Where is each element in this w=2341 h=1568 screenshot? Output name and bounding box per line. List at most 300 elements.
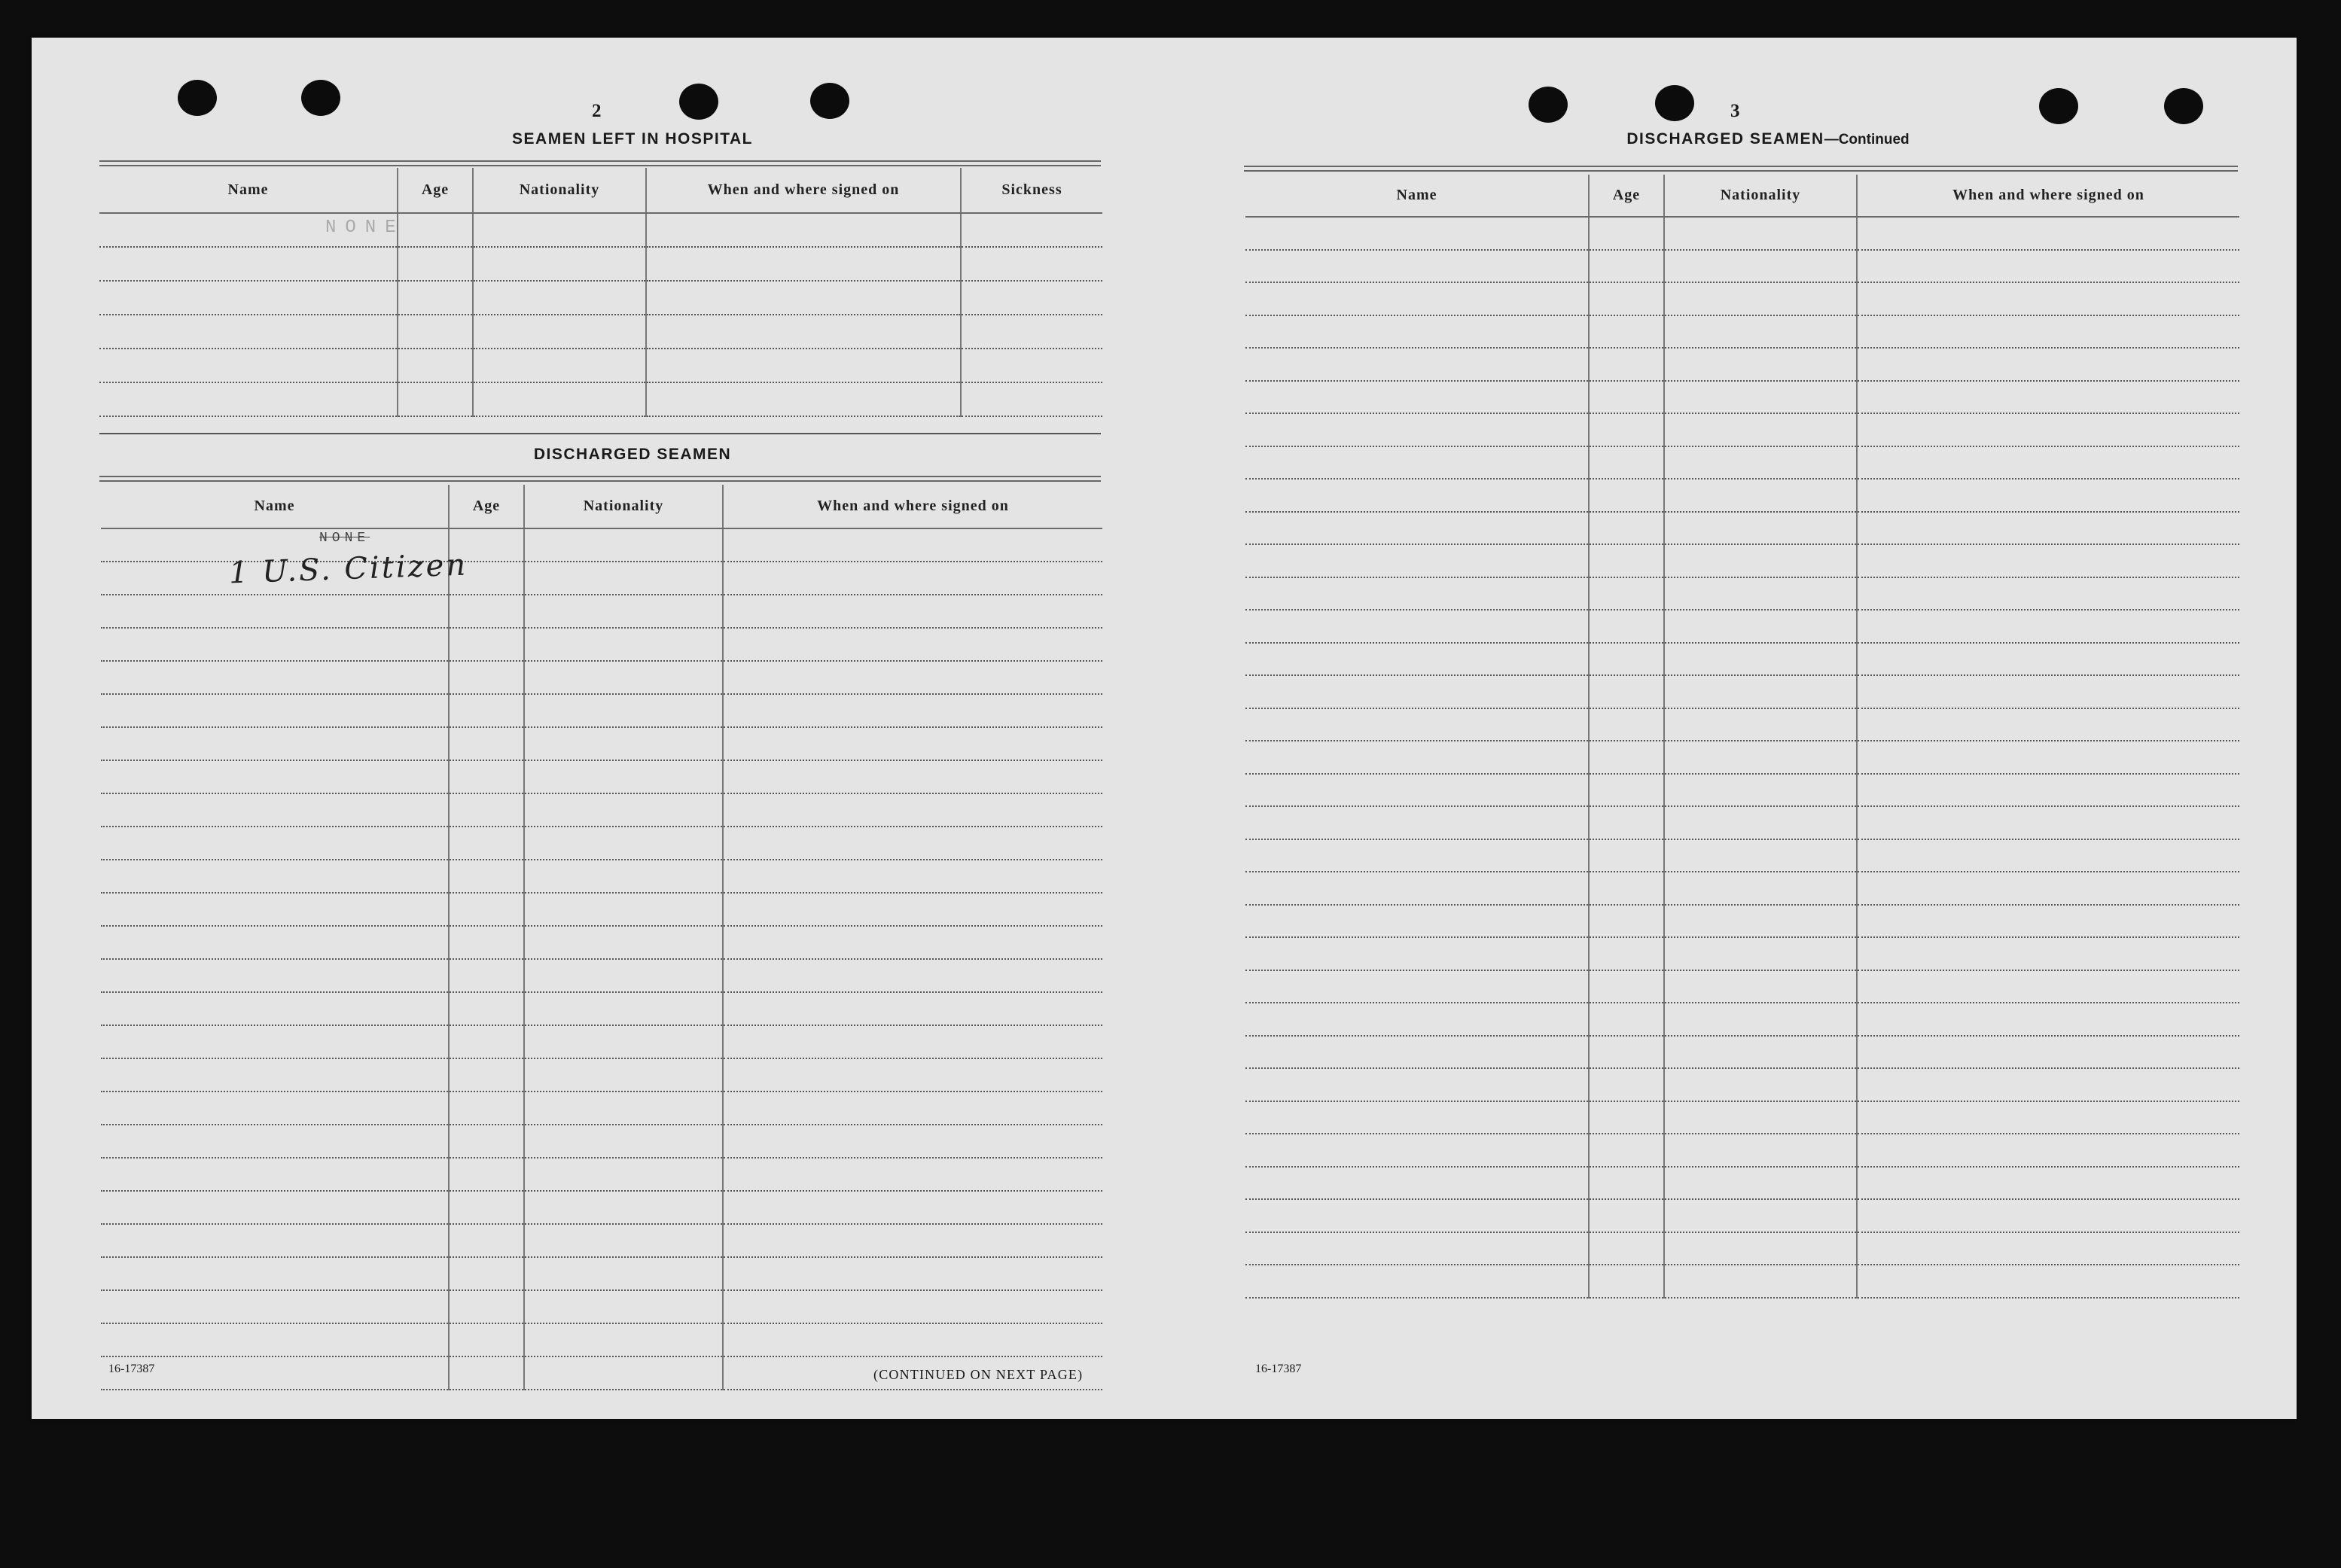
table-cell <box>1857 413 2239 446</box>
table-cell <box>524 1125 723 1158</box>
table-row <box>101 1191 1102 1224</box>
table-row <box>1245 315 2239 349</box>
table-cell <box>1664 348 1857 381</box>
section-title: DISCHARGED SEAMEN <box>1626 130 1824 148</box>
table-cell <box>473 281 646 315</box>
table-cell <box>961 315 1102 349</box>
table-row <box>1245 774 2239 807</box>
table-cell <box>524 1058 723 1092</box>
table-cell <box>1664 872 1857 905</box>
table-cell <box>1589 381 1664 414</box>
table-cell <box>1857 1036 2239 1069</box>
table-cell <box>1245 544 1589 577</box>
table-cell <box>1857 774 2239 807</box>
table-row <box>101 562 1102 595</box>
table-row <box>1245 1265 2239 1298</box>
table-cell <box>449 992 524 1025</box>
table-cell <box>723 1058 1102 1092</box>
table-row <box>99 315 1102 349</box>
table-cell <box>449 628 524 661</box>
table-cell <box>723 893 1102 926</box>
table-row <box>101 1092 1102 1125</box>
table-cell <box>101 959 449 992</box>
table-cell <box>524 562 723 595</box>
table-cell <box>1664 479 1857 512</box>
table-cell <box>961 281 1102 315</box>
table-cell <box>1589 1068 1664 1101</box>
table-cell <box>1245 381 1589 414</box>
punch-hole-decoration <box>178 80 217 116</box>
table-row <box>101 1025 1102 1058</box>
table-cell <box>449 1224 524 1257</box>
table-row <box>101 827 1102 860</box>
table-cell <box>1589 1134 1664 1167</box>
table-cell <box>1857 577 2239 610</box>
table-row <box>101 860 1102 893</box>
table-cell <box>1664 1232 1857 1265</box>
table-cell <box>1664 544 1857 577</box>
table-cell <box>723 727 1102 760</box>
table-cell <box>1589 544 1664 577</box>
table-cell <box>524 1158 723 1191</box>
table-cell <box>1245 1167 1589 1200</box>
table-cell <box>101 1058 449 1092</box>
table-cell <box>1857 1068 2239 1101</box>
table-cell <box>723 1025 1102 1058</box>
table-cell <box>524 1191 723 1224</box>
discharged-table <box>101 485 1102 1390</box>
table-cell <box>449 893 524 926</box>
table-row <box>101 595 1102 628</box>
table-cell <box>1245 610 1589 643</box>
table-cell <box>1245 937 1589 970</box>
table-row <box>1245 348 2239 381</box>
table-cell <box>1857 1232 2239 1265</box>
table-cell <box>524 1092 723 1125</box>
table-cell <box>101 1323 449 1356</box>
table-row <box>1245 905 2239 938</box>
none-stamp: NONE <box>325 218 405 238</box>
table-row <box>1245 839 2239 872</box>
table-cell <box>1245 1003 1589 1036</box>
table-cell <box>1589 905 1664 938</box>
table-cell <box>1857 1265 2239 1298</box>
table-cell <box>1857 1199 2239 1232</box>
table-cell <box>101 1290 449 1323</box>
table-cell <box>1857 741 2239 774</box>
table-cell <box>99 382 398 416</box>
table-cell <box>1245 774 1589 807</box>
continued-col-name: Name <box>1245 175 1589 217</box>
table-row <box>101 727 1102 760</box>
table-cell <box>1245 643 1589 676</box>
table-cell <box>1664 512 1857 545</box>
table-row <box>101 893 1102 926</box>
table-row <box>1245 1167 2239 1200</box>
table-cell <box>1664 741 1857 774</box>
table-cell <box>524 992 723 1025</box>
table-cell <box>1589 1167 1664 1200</box>
table-row <box>1245 872 2239 905</box>
table-cell <box>101 1224 449 1257</box>
table-cell <box>1245 1199 1589 1232</box>
hospital-table <box>99 168 1102 417</box>
table-cell <box>961 349 1102 382</box>
table-cell <box>1589 741 1664 774</box>
table-cell <box>101 595 449 628</box>
table-cell <box>1857 675 2239 708</box>
table-cell <box>646 247 961 281</box>
table-cell <box>1857 446 2239 480</box>
table-cell <box>524 528 723 562</box>
table-cell <box>1664 315 1857 349</box>
table-row <box>99 213 1102 247</box>
table-row <box>1245 806 2239 839</box>
table-cell <box>1589 1265 1664 1298</box>
table-cell <box>1589 970 1664 1003</box>
table-row <box>1245 675 2239 708</box>
table-cell <box>961 382 1102 416</box>
form-number: 16-17387 <box>1255 1362 1302 1375</box>
table-cell <box>1245 1068 1589 1101</box>
table-cell <box>101 1025 449 1058</box>
table-cell <box>1589 708 1664 741</box>
table-cell <box>1857 315 2239 349</box>
section-divider <box>99 433 1101 434</box>
table-row <box>99 349 1102 382</box>
table-cell <box>99 349 398 382</box>
table-cell <box>723 860 1102 893</box>
table-cell <box>1857 1134 2239 1167</box>
hospital-col-sickness: Sickness <box>961 168 1102 213</box>
table-cell <box>101 926 449 959</box>
table-row <box>99 281 1102 315</box>
table-cell <box>646 213 961 247</box>
table-cell <box>1589 643 1664 676</box>
hospital-col-name: Name <box>99 168 398 213</box>
table-cell <box>524 661 723 694</box>
table-cell <box>1245 348 1589 381</box>
punch-hole-decoration <box>810 83 849 119</box>
table-cell <box>449 860 524 893</box>
table-cell <box>1857 250 2239 283</box>
table-row <box>1245 1134 2239 1167</box>
table-cell <box>524 793 723 827</box>
table-cell <box>1664 675 1857 708</box>
hospital-col-age: Age <box>398 168 473 213</box>
table-cell <box>1857 1101 2239 1134</box>
table-cell <box>1664 1101 1857 1134</box>
table-cell <box>1589 282 1664 315</box>
table-row <box>101 1257 1102 1290</box>
table-cell <box>1664 839 1857 872</box>
table-cell <box>101 661 449 694</box>
table-cell <box>723 1191 1102 1224</box>
table-row <box>1245 381 2239 414</box>
table-cell <box>101 992 449 1025</box>
table-cell <box>1245 1134 1589 1167</box>
table-cell <box>723 1092 1102 1125</box>
table-cell <box>1857 937 2239 970</box>
form-number: 16-17387 <box>108 1362 155 1375</box>
table-cell <box>99 247 398 281</box>
hospital-section-title: SEAMEN LEFT IN HOSPITAL <box>512 130 753 148</box>
table-cell <box>1664 708 1857 741</box>
section-divider <box>99 160 1101 166</box>
table-cell <box>1664 806 1857 839</box>
table-cell <box>1245 315 1589 349</box>
table-cell <box>1857 348 2239 381</box>
table-cell <box>1589 577 1664 610</box>
table-cell <box>1589 872 1664 905</box>
table-cell <box>723 595 1102 628</box>
discharged-col-age: Age <box>449 485 524 528</box>
table-cell <box>449 827 524 860</box>
table-cell <box>449 595 524 628</box>
table-cell <box>1589 348 1664 381</box>
table-row <box>1245 1199 2239 1232</box>
table-cell <box>99 213 405 247</box>
table-row <box>1245 282 2239 315</box>
table-cell <box>1664 774 1857 807</box>
table-cell <box>1857 282 2239 315</box>
table-cell <box>398 315 473 349</box>
table-cell <box>101 694 449 727</box>
table-cell <box>449 1191 524 1224</box>
table-row <box>101 760 1102 793</box>
table-row <box>1245 610 2239 643</box>
table-row <box>1245 1003 2239 1036</box>
continued-table <box>1245 175 2239 1299</box>
table-cell <box>449 1158 524 1191</box>
table-cell <box>1857 708 2239 741</box>
table-row <box>101 1125 1102 1158</box>
table-cell <box>1664 1003 1857 1036</box>
table-row <box>101 1058 1102 1092</box>
table-cell <box>449 760 524 793</box>
table-cell <box>101 727 449 760</box>
punch-hole-decoration <box>301 80 340 116</box>
table-cell <box>1664 381 1857 414</box>
table-cell <box>1664 217 1857 250</box>
table-row <box>1245 250 2239 283</box>
continued-col-signed-on: When and where signed on <box>1857 175 2239 217</box>
table-row <box>1245 446 2239 480</box>
table-cell <box>723 793 1102 827</box>
table-row <box>1245 643 2239 676</box>
handwritten-entry: 1 U.S. Citizen <box>228 547 468 591</box>
table-cell <box>398 281 473 315</box>
table-cell <box>1245 806 1589 839</box>
table-cell <box>1589 1199 1664 1232</box>
continued-note: (CONTINUED ON NEXT PAGE) <box>873 1367 1084 1382</box>
table-cell <box>473 349 646 382</box>
table-cell <box>723 992 1102 1025</box>
table-cell <box>1245 839 1589 872</box>
table-row <box>101 1290 1102 1323</box>
table-cell <box>1664 643 1857 676</box>
table-cell <box>101 628 449 661</box>
table-cell <box>1245 708 1589 741</box>
table-cell <box>723 1257 1102 1290</box>
table-cell <box>723 1224 1102 1257</box>
table-cell <box>473 213 646 247</box>
table-cell <box>1245 446 1589 480</box>
table-cell <box>1245 1265 1589 1298</box>
table-cell <box>101 760 449 793</box>
punch-hole-decoration <box>2039 88 2078 124</box>
table-cell <box>723 1323 1102 1356</box>
table-cell <box>1857 643 2239 676</box>
table-cell <box>101 827 449 860</box>
punch-hole-decoration <box>2164 88 2203 124</box>
table-cell <box>1245 970 1589 1003</box>
table-cell <box>524 1356 723 1390</box>
hospital-col-nationality: Nationality <box>473 168 646 213</box>
table-cell <box>101 1092 449 1125</box>
hospital-col-signed-on: When and where signed on <box>646 168 961 213</box>
table-row <box>101 793 1102 827</box>
table-cell <box>449 1125 524 1158</box>
table-row <box>99 382 1102 416</box>
table-cell <box>449 661 524 694</box>
table-row <box>101 694 1102 727</box>
table-cell <box>99 315 398 349</box>
table-cell <box>524 694 723 727</box>
table-cell <box>1589 937 1664 970</box>
table-cell <box>1245 413 1589 446</box>
table-cell <box>1857 839 2239 872</box>
table-cell <box>449 793 524 827</box>
table-cell <box>449 1025 524 1058</box>
discharged-col-nationality: Nationality <box>524 485 723 528</box>
table-cell <box>1589 610 1664 643</box>
table-cell <box>1245 675 1589 708</box>
table-cell <box>524 760 723 793</box>
table-cell <box>449 1092 524 1125</box>
table-cell <box>1245 282 1589 315</box>
table-cell <box>101 893 449 926</box>
table-cell <box>1664 1134 1857 1167</box>
table-cell <box>1589 217 1664 250</box>
table-cell <box>524 1290 723 1323</box>
table-cell <box>723 1290 1102 1323</box>
table-cell <box>449 727 524 760</box>
table-row <box>99 247 1102 281</box>
table-cell <box>1245 1036 1589 1069</box>
table-cell <box>1245 1101 1589 1134</box>
table-cell <box>1664 250 1857 283</box>
table-cell <box>524 628 723 661</box>
table-cell <box>473 315 646 349</box>
struck-none-stamp: NONE <box>319 531 370 546</box>
table-cell <box>1589 479 1664 512</box>
table-row <box>1245 970 2239 1003</box>
table-cell <box>1664 937 1857 970</box>
table-cell <box>398 213 473 247</box>
table-cell <box>1857 381 2239 414</box>
table-cell <box>101 860 449 893</box>
table-cell <box>1664 577 1857 610</box>
table-cell <box>449 694 524 727</box>
table-row <box>101 628 1102 661</box>
table-cell <box>449 1290 524 1323</box>
table-cell <box>723 528 1102 562</box>
table-cell <box>1857 1003 2239 1036</box>
table-cell <box>646 382 961 416</box>
table-cell <box>1857 610 2239 643</box>
table-row <box>1245 577 2239 610</box>
continued-col-age: Age <box>1589 175 1664 217</box>
table-cell <box>1857 872 2239 905</box>
table-row <box>1245 479 2239 512</box>
discharged-continued-title <box>1497 130 2039 148</box>
table-cell <box>1664 1068 1857 1101</box>
table-row <box>101 661 1102 694</box>
table-cell <box>1857 806 2239 839</box>
table-cell <box>1589 250 1664 283</box>
table-row <box>1245 1036 2239 1069</box>
table-cell <box>449 926 524 959</box>
hospital-table-body <box>99 213 1102 416</box>
table-cell <box>1664 1036 1857 1069</box>
table-cell <box>449 1323 524 1356</box>
table-cell <box>99 281 398 315</box>
table-cell <box>723 562 1102 595</box>
table-cell <box>961 213 1102 247</box>
table-cell <box>1664 905 1857 938</box>
table-cell <box>473 247 646 281</box>
table-cell <box>723 628 1102 661</box>
table-row <box>1245 544 2239 577</box>
table-cell <box>101 1158 449 1191</box>
table-cell <box>1664 413 1857 446</box>
discharged-col-name: Name <box>101 485 449 528</box>
table-cell <box>1245 479 1589 512</box>
table-cell <box>1589 675 1664 708</box>
table-cell <box>1589 1036 1664 1069</box>
table-row <box>101 1224 1102 1257</box>
table-row <box>1245 708 2239 741</box>
table-row <box>101 926 1102 959</box>
table-cell <box>449 1058 524 1092</box>
table-row <box>1245 937 2239 970</box>
table-cell <box>723 760 1102 793</box>
continued-col-nationality: Nationality <box>1664 175 1857 217</box>
table-cell <box>524 827 723 860</box>
table-cell <box>524 727 723 760</box>
table-cell <box>524 860 723 893</box>
table-cell <box>1589 1101 1664 1134</box>
table-cell <box>723 1158 1102 1191</box>
discharged-section-title: DISCHARGED SEAMEN <box>533 446 732 463</box>
table-cell <box>1245 872 1589 905</box>
table-cell <box>101 793 449 827</box>
section-suffix: —Continued <box>1824 132 1910 148</box>
table-cell <box>1589 1003 1664 1036</box>
table-row <box>1245 741 2239 774</box>
table-cell <box>1245 512 1589 545</box>
table-cell <box>449 1356 524 1390</box>
ledger-sheet <box>32 38 2297 1419</box>
table-row <box>1245 413 2239 446</box>
table-cell <box>1245 905 1589 938</box>
table-cell <box>723 661 1102 694</box>
table-cell <box>1589 839 1664 872</box>
table-cell <box>1664 970 1857 1003</box>
table-cell <box>646 281 961 315</box>
table-cell <box>1245 250 1589 283</box>
